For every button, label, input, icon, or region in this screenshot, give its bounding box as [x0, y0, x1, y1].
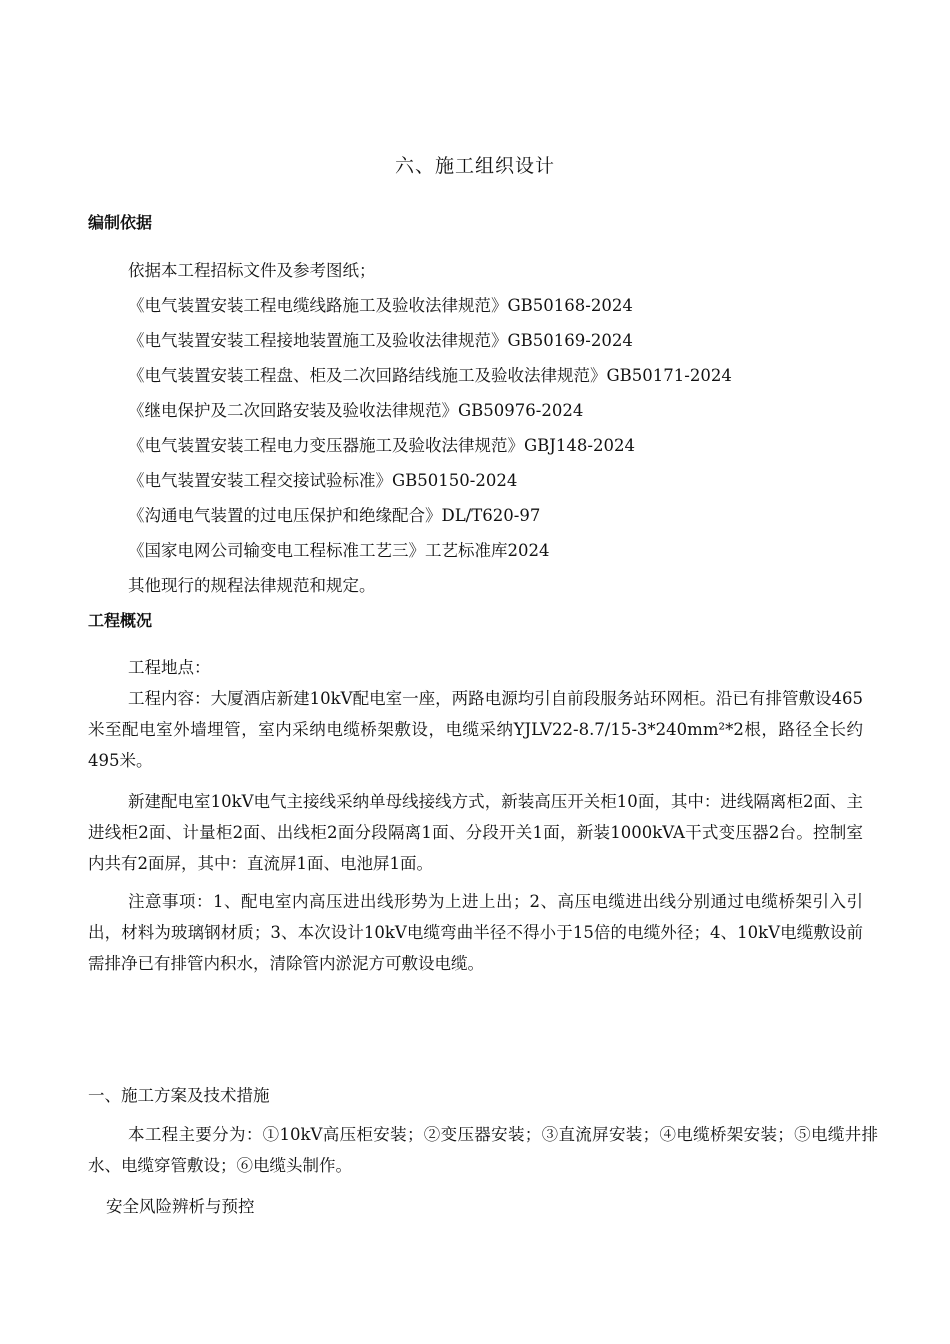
section-body: 本工程主要分为：①10kV高压柜安装；②变压器安装；③直流屏安装；④电缆桥架安装；⑤电缆井排水、电缆穿管敷设；⑥电缆头制作。 [88, 1125, 878, 1175]
basis-item: 《继电保护及二次回路安装及验收法律规范》GB50976-2024 [128, 401, 584, 420]
basis-item: 《电气装置安装工程电缆线路施工及验收法律规范》GB50168-2024 [128, 296, 633, 315]
page-title: 六、施工组织设计 [394, 155, 555, 177]
basis-heading: 编制依据 [88, 213, 153, 232]
basis-item: 其他现行的规程法律规范和规定。 [128, 576, 376, 595]
basis-item: 《电气装置安装工程电力变压器施工及验收法律规范》GBJ148-2024 [128, 436, 635, 455]
section-subheading: 安全风险辨析与预控 [106, 1197, 255, 1216]
basis-item: 《国家电网公司输变电工程标准工艺三》工艺标准库2024 [128, 541, 550, 560]
basis-item: 《沟通电气装置的过电压保护和绝缘配合》DL/T620-97 [128, 506, 541, 525]
overview-location: 工程地点： [128, 658, 211, 677]
overview-heading: 工程概况 [88, 611, 153, 630]
section-heading: 一、施工方案及技术措施 [88, 1086, 270, 1105]
basis-item: 依据本工程招标文件及参考图纸； [128, 261, 376, 280]
overview-content: 工程内容：大厦酒店新建10kV配电室一座，两路电源均引自前段服务站环网柜。沿已有排管敷设465米至配电室外墙埋管，室内采纳电缆桥架敷设，电缆采纳YJLV22-8.7/15-3*240mm²*2根，路径全长约495米。 [88, 689, 863, 770]
overview-notes: 注意事项：1、配电室内高压进出线形势为上进上出；2、高压电缆进出线分别通过电缆桥架引入引出，材料为玻璃钢材质；3、本次设计10kV电缆弯曲半径不得小于15倍的电缆外径；4、10kV电缆敷设前需排净已有排管内积水，清除管内淤泥方可敷设电缆。 [88, 892, 863, 973]
overview-wiring: 新建配电室10kV电气主接线采纳单母线接线方式，新装高压开关柜10面，其中：进线隔离柜2面、主进线柜2面、计量柜2面、出线柜2面分段隔离1面、分段开关1面，新装1000kVA干式变压器2台。控制室内共有2面屏，其中：直流屏1面、电池屏1面。 [88, 792, 863, 873]
basis-item: 《电气装置安装工程交接试验标准》GB50150-2024 [128, 471, 518, 490]
basis-item: 《电气装置安装工程盘、柜及二次回路结线施工及验收法律规范》GB50171-2024 [128, 366, 732, 385]
basis-item: 《电气装置安装工程接地装置施工及验收法律规范》GB50169-2024 [128, 331, 633, 350]
